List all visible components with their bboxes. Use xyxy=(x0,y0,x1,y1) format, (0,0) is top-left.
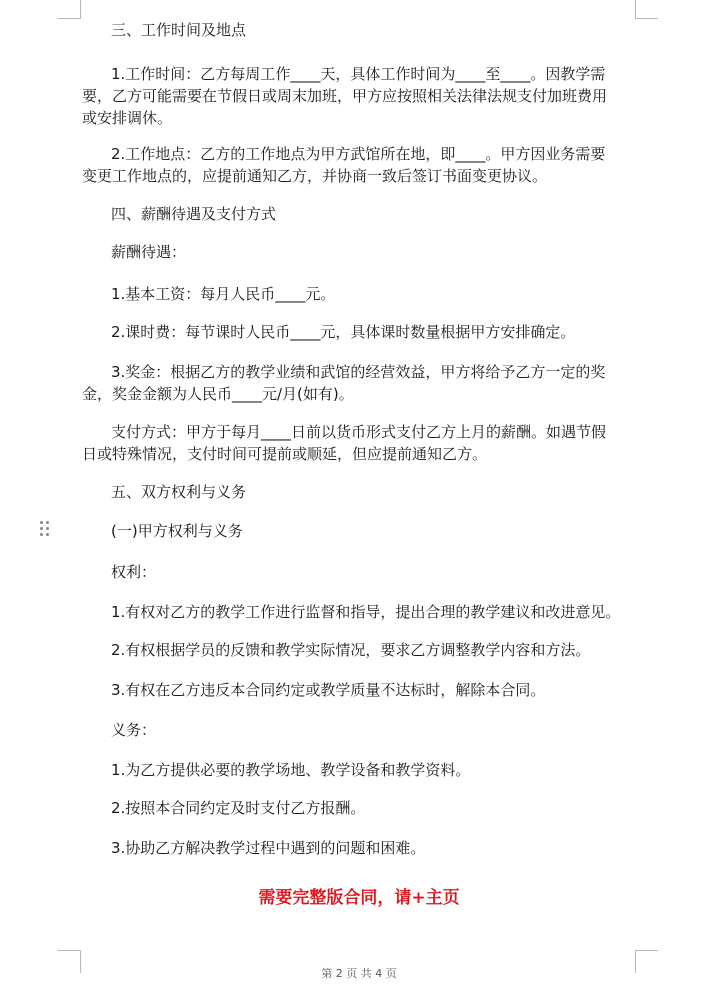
paragraph-line: 变更工作地点的，应提前通知乙方，并协商一致后签订书面变更协议。 xyxy=(82,167,548,185)
section-heading-5: 五、双方权利与义务 xyxy=(111,483,247,501)
list-item: 1.有权对乙方的教学工作进行监督和指导，提出合理的教学建议和改进意见。 xyxy=(111,603,621,621)
paragraph-line: 要，乙方可能需要在节假日或周末加班，甲方应按照相关法律法规支付加班费用 xyxy=(82,87,608,105)
subsection-heading: (一)甲方权利与义务 xyxy=(111,522,243,540)
list-item: 2.按照本合同约定及时支付乙方报酬。 xyxy=(111,799,366,817)
promo-banner-text: 需要完整版合同，请+主页 xyxy=(258,888,460,908)
paragraph-line: 1.基本工资：每月人民币____元。 xyxy=(111,285,336,303)
paragraph-line: 支付方式：甲方于每月____日前以货币形式支付乙方上月的薪酬。如遇节假 xyxy=(111,423,607,441)
page-corner-mark-top-left xyxy=(58,0,81,19)
paragraph-line: 权利： xyxy=(111,563,157,581)
list-item: 3.有权在乙方违反本合同约定或教学质量不达标时，解除本合同。 xyxy=(111,681,546,699)
page-corner-mark-top-right xyxy=(635,0,658,19)
paragraph-line: 薪酬待遇： xyxy=(111,243,187,261)
paragraph-line: 或安排调休。 xyxy=(82,109,173,127)
section-heading-4: 四、薪酬待遇及支付方式 xyxy=(111,205,277,223)
paragraph-line: 2.课时费：每节课时人民币____元，具体课时数量根据甲方安排确定。 xyxy=(111,323,576,341)
section-heading-3: 三、工作时间及地点 xyxy=(111,21,247,39)
paragraph-line: 1.工作时间：乙方每周工作____天，具体工作时间为____至____。因教学需 xyxy=(111,65,606,83)
paragraph-line: 3.奖金：根据乙方的教学业绩和武馆的经营效益，甲方将给予乙方一定的奖 xyxy=(111,363,606,381)
paragraph-line: 2.工作地点：乙方的工作地点为甲方武馆所在地，即____。甲方因业务需要 xyxy=(111,145,606,163)
paragraph-line: 金，奖金金额为人民币____元/月(如有)。 xyxy=(82,385,354,403)
paragraph-line: 义务： xyxy=(111,721,157,739)
paragraph-drag-handle-icon[interactable] xyxy=(40,521,50,537)
list-item: 3.协助乙方解决教学过程中遇到的问题和困难。 xyxy=(111,839,426,857)
list-item: 1.为乙方提供必要的教学场地、教学设备和教学资料。 xyxy=(111,761,471,779)
paragraph-line: 日或特殊情况，支付时间可提前或顺延，但应提前通知乙方。 xyxy=(82,445,488,463)
page-number-footer: 第 2 页 共 4 页 xyxy=(321,967,397,980)
list-item: 2.有权根据学员的反馈和教学实际情况，要求乙方调整教学内容和方法。 xyxy=(111,641,591,659)
